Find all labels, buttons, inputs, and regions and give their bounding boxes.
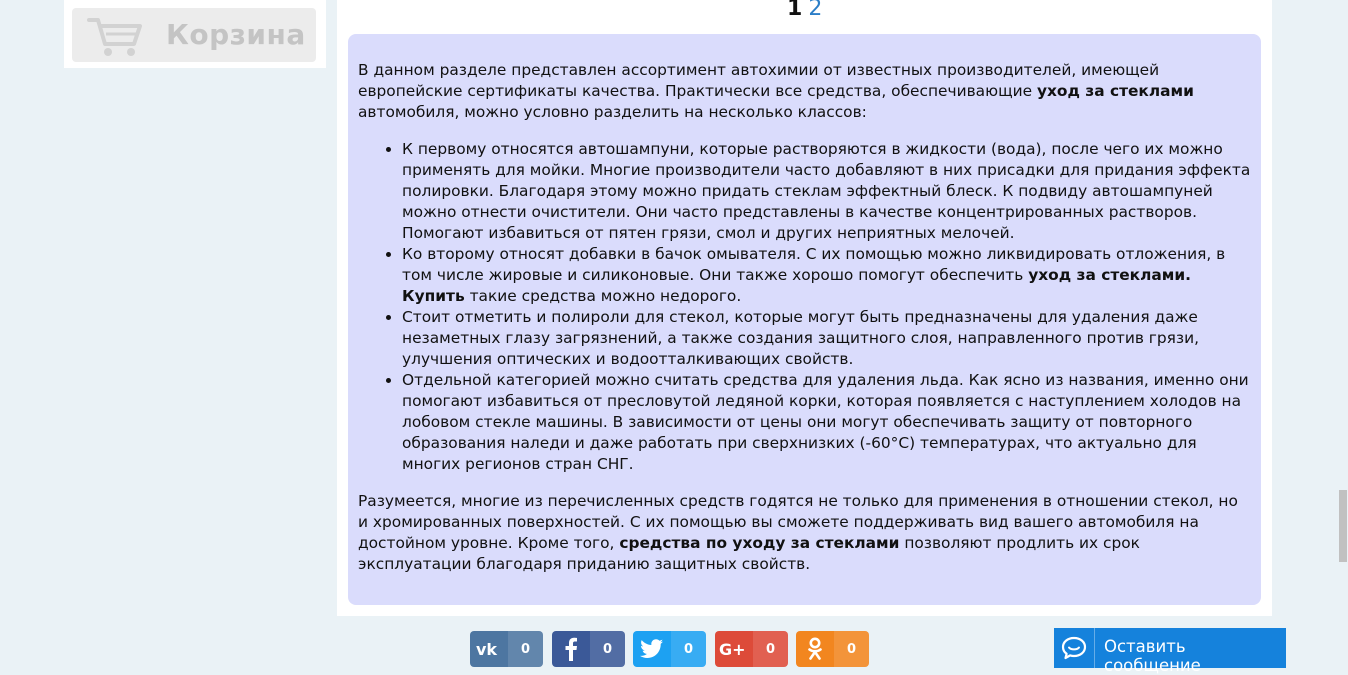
article-text [348,34,1261,605]
odnoklassniki-icon [796,631,834,667]
list-item [402,307,1251,370]
text-run: позволяют продлить их срок эксплуатации благодаря приданию защитных свойств. [358,534,1140,573]
list-item [402,370,1251,475]
bold-keyword: уход за стеклами. Купить [402,266,1191,305]
google-plus-icon [715,631,753,667]
leave-message-label: Оставить сообщение [1104,637,1201,675]
twitter-icon [633,631,671,667]
share-count: 0 [753,631,788,667]
pagination [787,0,822,24]
share-google-plus-button[interactable] [715,631,788,667]
text-run: В данном разделе представлен ассортимент автохимии от известных производителей, имеющей европейские сертификаты качества. Практически все средства, обеспечивающие [358,61,1160,100]
intro-paragraph [358,60,1251,123]
list-item [402,139,1251,244]
bold-keyword: средства по уходу за стеклами [619,534,900,552]
svg-text:vk: vk [476,641,498,657]
chat-bubble-icon [1054,628,1095,668]
text-run: такие средства можно недорого. [464,287,742,305]
share-vk-button[interactable] [470,631,543,667]
share-count: 0 [671,631,706,667]
text-run: автомобиля, можно условно разделить на несколько классов: [358,103,867,121]
main-content [337,0,1272,616]
share-facebook-button[interactable] [552,631,625,667]
text-run: Отдельной категорией можно считать средства для удаления льда. Как ясно из названия, именно они помогают избавиться от пресловутой ледяной корки, которая появляется с наступлением холодов на лобовом стекле машины. В зависимости от цены они могут обеспечивать защиту от повторного образования наледи и даже работать при сверхнизких (-60°C) температурах, что актуально для многих регионов стран СНГ. [402,371,1249,473]
text-run: Стоит отметить и полироли для стекол, которые могут быть предназначены для удаления даже незаметных глазу загрязнений, а также создания защитного слоя, направленного против грязи, улучшения оптических и водоотталкивающих свойств. [402,308,1199,368]
classes-list [358,139,1251,475]
share-twitter-button[interactable] [633,631,706,667]
svg-text:G+: G+ [719,640,746,658]
page-scrollbar[interactable] [1339,490,1347,562]
cart-label: Корзина [166,18,306,51]
share-count: 0 [834,631,869,667]
outro-paragraph [358,491,1251,575]
share-count: 0 [508,631,543,667]
page-current: 1 [787,0,803,21]
share-count: 0 [590,631,625,667]
facebook-icon [552,631,590,667]
share-odnoklassniki-button[interactable] [796,631,869,667]
page-link-2[interactable]: 2 [808,0,823,21]
text-run: Ко второму относят добавки в бачок омывателя. С их помощью можно ликвидировать отложения, в том числе жировые и силиконовые. Они также хорошо помогут обеспечить [402,245,1226,284]
cart-icon [86,14,144,62]
list-item [402,244,1251,307]
text-run: К первому относятся автошампуни, которые растворяются в жидкости (вода), после чего их можно применять для мойки. Многие производители часто добавляют в них присадки для придания эффекта полировки. Благодаря этому можно придать стеклам эффектный блеск. К подвиду автошампуней можно отнести очистители. Они часто представлены в качестве концентрированных растворов. Помогают избавиться от пятен грязи, смол и других неприятных мелочей. [402,140,1251,242]
cart-widget [64,0,326,68]
vk-icon [470,631,508,667]
bold-keyword: уход за стеклами [1036,82,1194,100]
text-run: Разумеется, многие из перечисленных средств годятся не только для применения в отношении стекол, но и хромированных поверхностей. С их помощью вы сможете поддерживать вид вашего автомобиля на достойном уровне. Кроме того, [358,492,1238,552]
cart-button[interactable] [72,8,316,62]
leave-message-button[interactable] [1054,628,1286,675]
